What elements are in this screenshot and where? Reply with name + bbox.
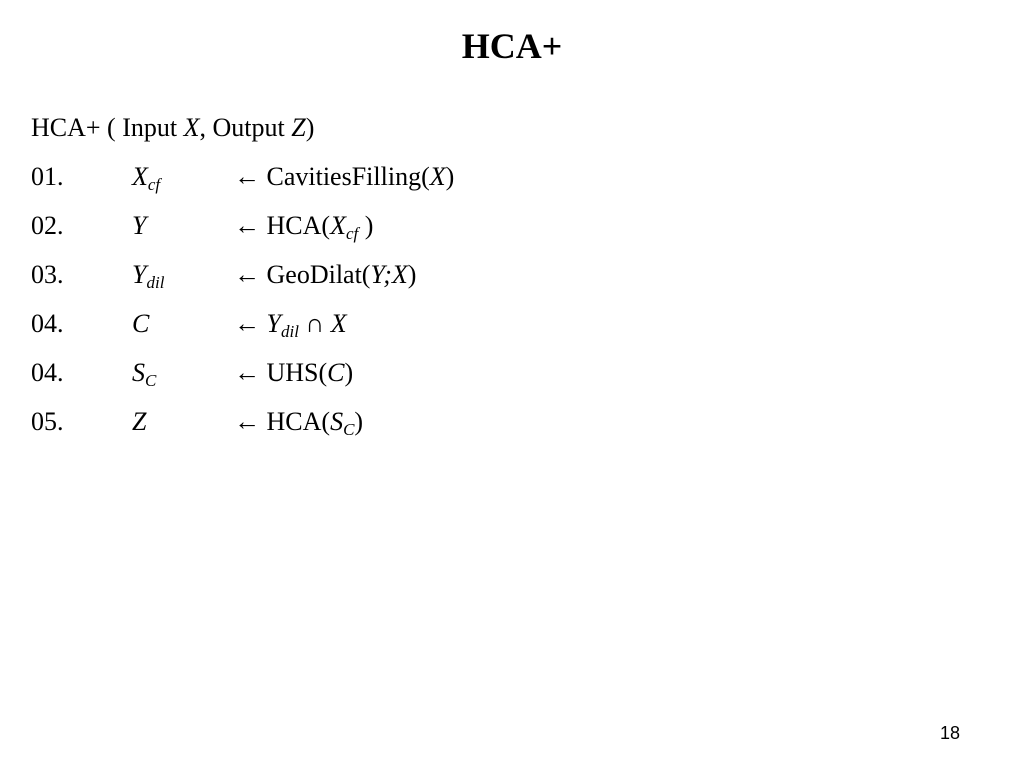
algorithm-step — [31, 306, 731, 355]
step-number: 01. — [31, 162, 64, 191]
step-expression: ← $HCA(X_{cf}$ ) — [234, 211, 374, 243]
step-variable: C — [132, 309, 150, 338]
assign-arrow: ← — [234, 309, 267, 338]
assign-arrow: ← — [234, 162, 267, 191]
step-variable: $Y_{dil}$ — [132, 260, 165, 292]
step-variable: Z — [132, 407, 147, 436]
signature-name: HCA+ ( Input — [31, 113, 184, 142]
step-expression: ← $Y_{dil}$ ∩ X — [234, 309, 347, 341]
signature-output: Z — [291, 113, 306, 142]
step-expression: ← CavitiesFilling(X) — [234, 162, 455, 191]
assign-arrow: ← — [234, 407, 267, 436]
step-number: 02. — [31, 211, 64, 240]
slide-title: HCA+ — [461, 26, 563, 66]
step-expression: ← UHS(C) — [234, 358, 354, 387]
page-number: 18 — [940, 723, 961, 743]
algorithm-step — [31, 355, 731, 404]
algorithm-step — [31, 208, 731, 257]
step-expression: ← $HCA(S_C)$ — [234, 407, 364, 439]
step-expression: ← GeoDilat(Y;X) — [234, 260, 417, 289]
algorithm-steps — [31, 159, 731, 453]
algorithm-step — [31, 404, 731, 453]
step-variable: Y — [132, 211, 147, 240]
intersection-operator: ∩ — [298, 309, 331, 338]
algorithm-step — [31, 257, 731, 306]
step-number: 05. — [31, 407, 64, 436]
signature-input: X — [183, 113, 200, 142]
assign-arrow: ← — [234, 211, 267, 240]
assign-arrow: ← — [234, 260, 267, 289]
step-variable: $S_C$ — [132, 358, 157, 390]
assign-arrow: ← — [234, 358, 267, 387]
signature-close: ) — [305, 113, 315, 142]
step-number: 04. — [31, 309, 64, 338]
algorithm-step — [31, 159, 731, 208]
step-number: 03. — [31, 260, 64, 289]
step-number: 04. — [31, 358, 64, 387]
step-variable: $X_{cf}$ — [132, 162, 161, 194]
signature-separator: , Output — [199, 113, 292, 142]
algorithm-signature — [31, 110, 314, 146]
